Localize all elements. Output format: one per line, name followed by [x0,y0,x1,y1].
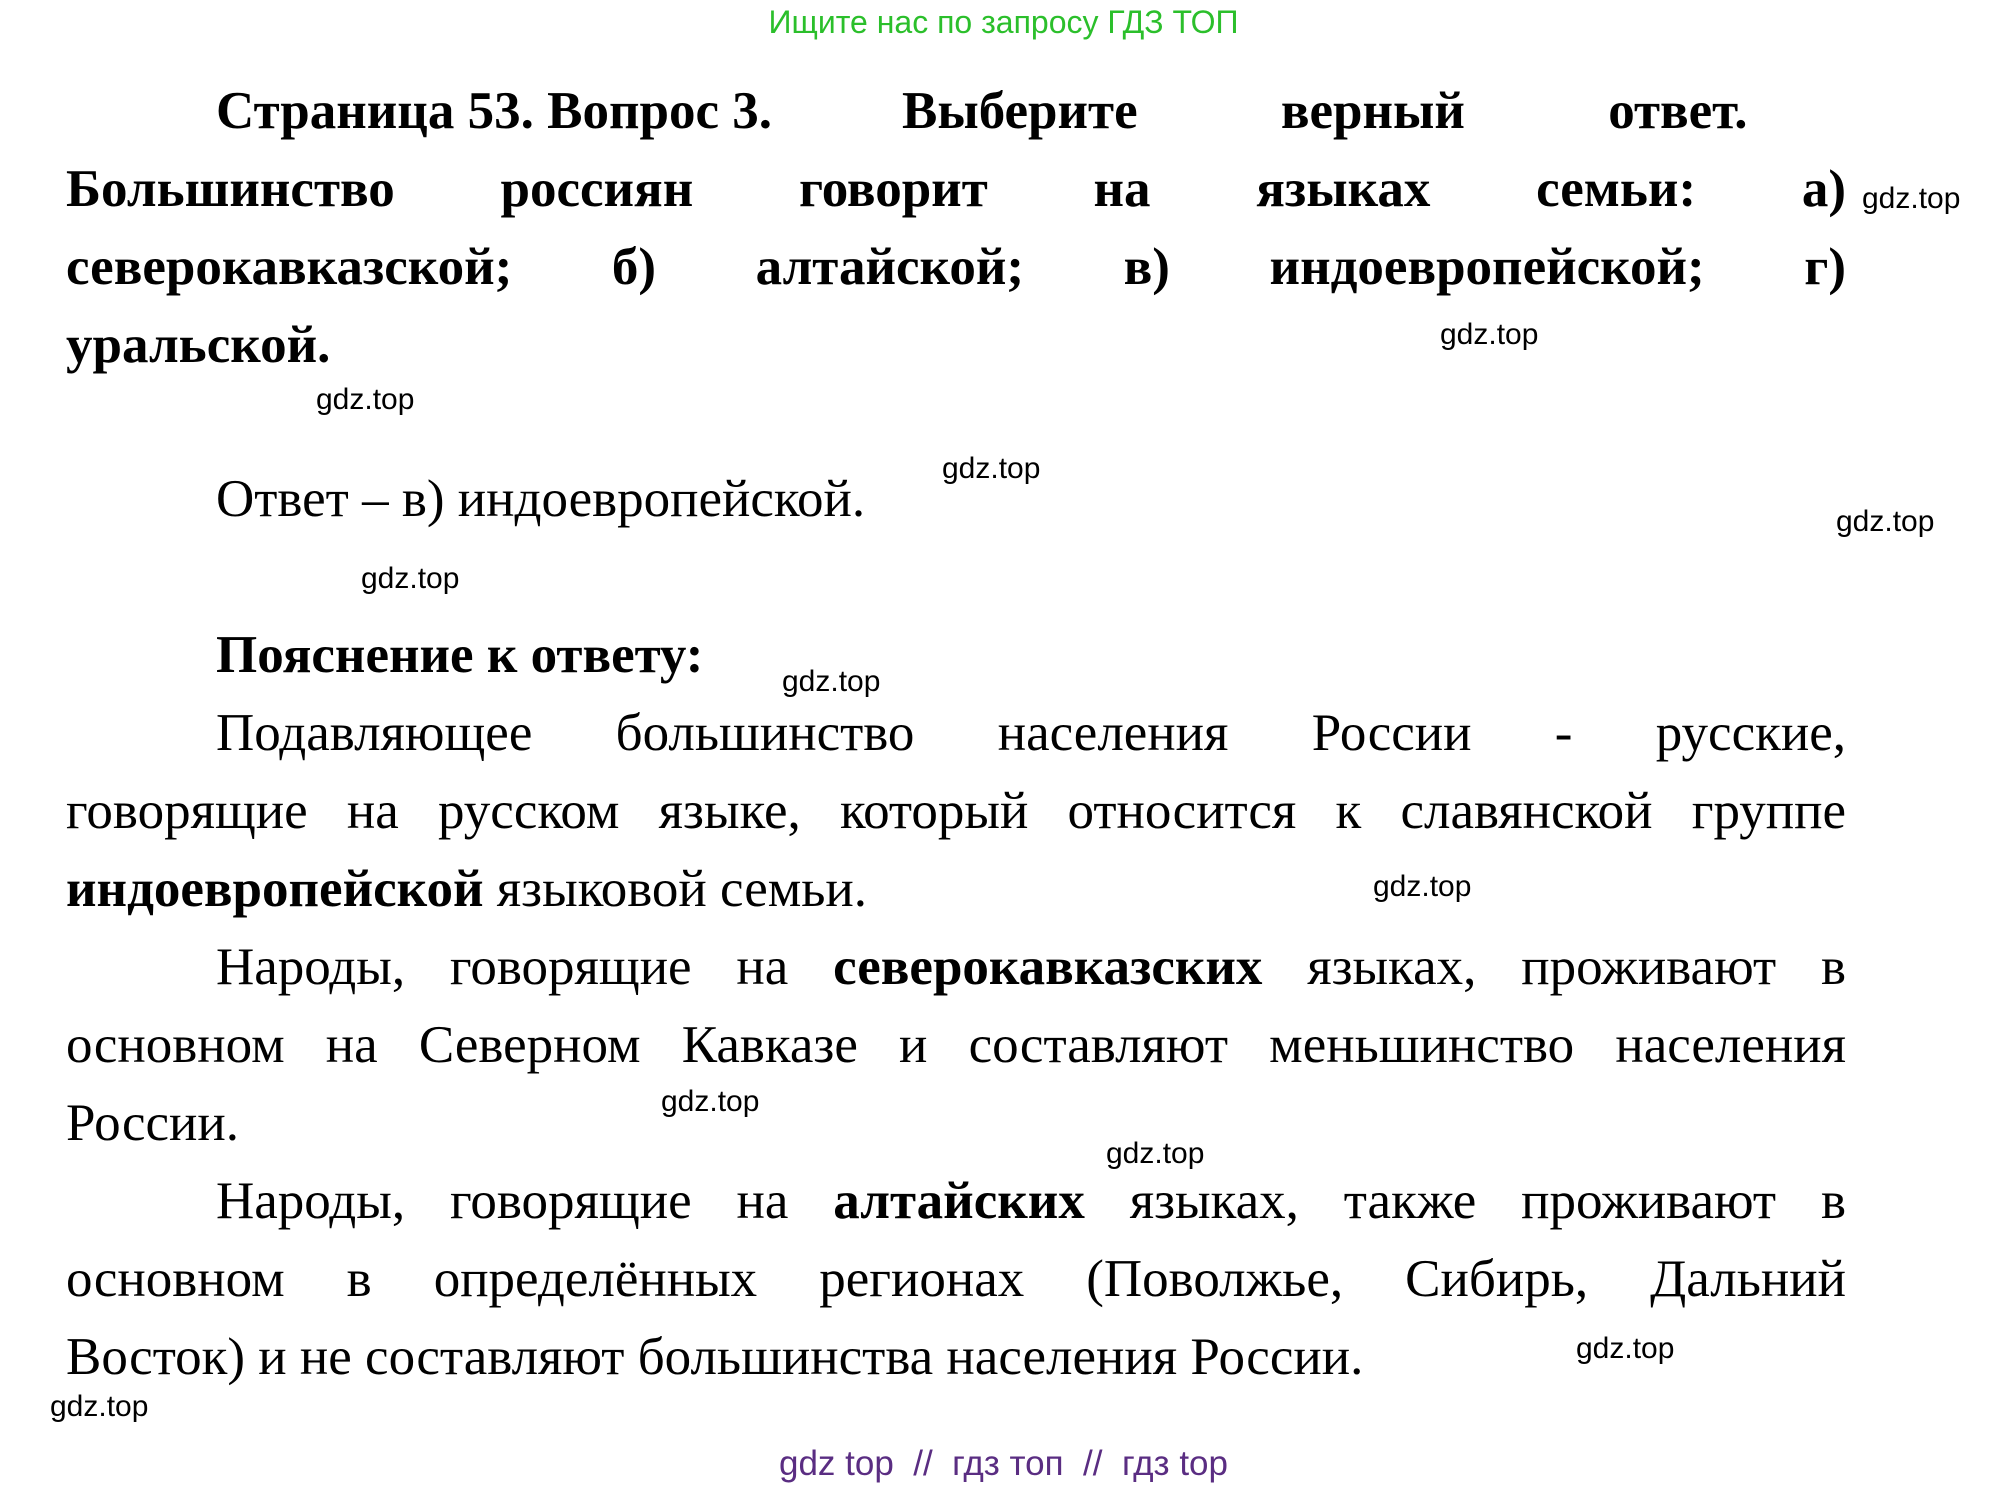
question-title: Страница 53. Вопрос 3. [216,82,772,140]
explanation-p2-line2: основном на Северном Кавказе и составляют меньшинство населения [66,1016,1846,1074]
watermark: gdz.top [1373,870,1472,903]
question-prompt: Выберите верный ответ. [901,82,1748,140]
explanation-p3-line2: основном в определённых регионах (Поволжье, Сибирь, Дальний [66,1250,1846,1308]
watermark: gdz.top [942,452,1041,485]
explanation-p2-line3: России. [66,1094,240,1152]
term-north-caucasian: северокавказских [833,938,1263,996]
question-line-1 [216,72,1846,150]
watermark: gdz.top [361,562,460,595]
explanation-p1-line2: говорящие на русском языке, который относится к славянской группе [66,782,1846,840]
watermark: gdz.top [1576,1332,1675,1365]
explanation-p1-line1: Подавляющее большинство населения России - русские, [216,704,1846,762]
question-line-4: уральской. [66,316,331,374]
p2-line1-start: Народы, говорящие на [216,938,834,996]
p1-line3-rest: языковой семьи. [483,860,868,918]
watermark: gdz.top [782,665,881,698]
watermark: gdz.top [1862,182,1961,215]
p2-line1-end: языках, проживают в [1262,938,1846,996]
answer-line: Ответ – в) индоевропейской. [216,470,866,528]
p3-line1-end: языках, также проживают в [1084,1172,1846,1230]
watermark: gdz.top [316,383,415,416]
watermark: gdz.top [1440,318,1539,351]
explanation-heading: Пояснение к ответу: [216,626,704,684]
explanation-p1-line3 [66,850,1846,928]
watermark: gdz.top [661,1085,760,1118]
watermark: gdz.top [50,1390,149,1423]
footer-links: gdz top // гдз топ // гдз top [779,1444,1228,1483]
explanation-p2-line1 [216,928,1846,1006]
question-line-3: северокавказской; б) алтайской; в) индоевропейской; г) [66,238,1846,296]
explanation-p3-line1 [216,1162,1846,1240]
question-line-2: Большинство россиян говорит на языках семьи: а) [66,160,1846,218]
explanation-p3-line3: Восток) и не составляют большинства населения России. [66,1328,1364,1386]
watermark: gdz.top [1836,505,1935,538]
term-altaic: алтайских [833,1172,1085,1230]
top-banner: Ищите нас по запросу ГДЗ ТОП [768,4,1239,40]
term-indoeuropean: индоевропейской [66,860,484,918]
p3-line1-start: Народы, говорящие на [216,1172,834,1230]
watermark: gdz.top [1106,1137,1205,1170]
